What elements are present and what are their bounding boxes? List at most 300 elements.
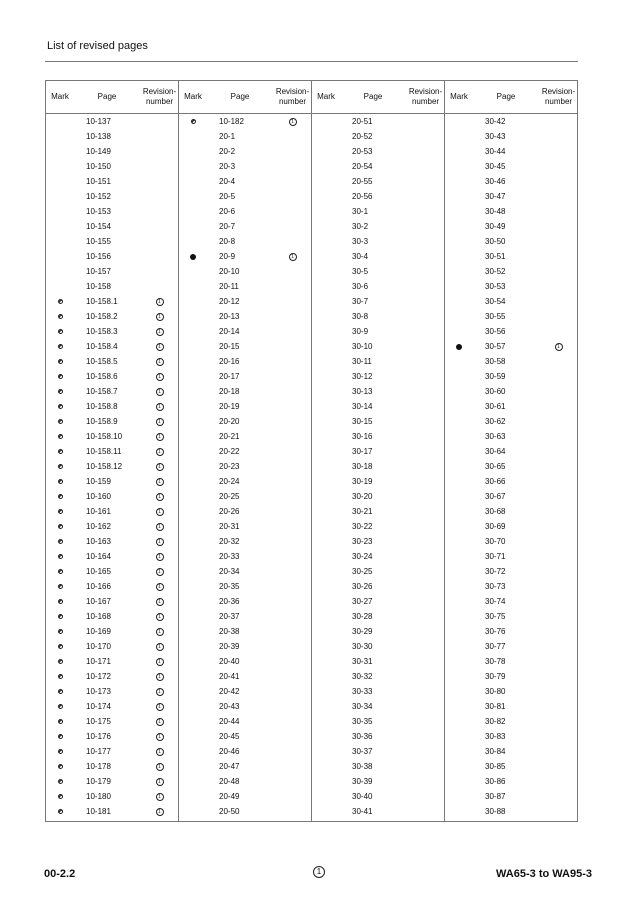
mark-cell: [179, 699, 207, 714]
revision-number-badge: 1: [555, 343, 563, 351]
mark-cell: [46, 534, 74, 549]
page-cell: 10-150: [86, 162, 111, 171]
page-cell: 20-11: [219, 282, 239, 291]
table-row: [179, 339, 312, 354]
revision-cell: [273, 774, 312, 789]
revision-cell: [273, 624, 312, 639]
revision-cell: [273, 594, 312, 609]
page-cell: 20-37: [219, 612, 240, 621]
page-cell: 30-49: [485, 222, 506, 231]
table-row: [179, 459, 312, 474]
open-circle-mark-icon: [58, 704, 63, 709]
revision-cell: [406, 459, 445, 474]
mark-cell: [312, 669, 340, 684]
table-row: [312, 219, 445, 234]
mark-cell: [179, 789, 207, 804]
revision-number-badge: 1: [156, 478, 164, 486]
revision-cell: [539, 549, 578, 564]
table-row: [312, 144, 445, 159]
revision-number-badge: 1: [156, 313, 164, 321]
open-circle-mark-icon: [58, 719, 63, 724]
mark-cell: [312, 384, 340, 399]
mark-cell: [445, 564, 473, 579]
mark-cell: [179, 714, 207, 729]
page-cell: 10-158.6: [86, 372, 118, 381]
mark-cell: [46, 489, 74, 504]
table-row: [179, 759, 312, 774]
table-row: [312, 699, 445, 714]
revision-cell: [273, 339, 312, 354]
table-row: [46, 654, 179, 669]
table-row: [179, 429, 312, 444]
page-cell: 30-76: [485, 627, 506, 636]
table-row: [312, 534, 445, 549]
mark-cell: [179, 159, 207, 174]
mark-cell: [312, 519, 340, 534]
table-row: [445, 609, 578, 624]
page-cell: 30-3: [352, 237, 369, 246]
revision-cell: [539, 249, 578, 264]
mark-cell: [46, 234, 74, 249]
table-row: [179, 114, 312, 129]
revision-cell: [406, 504, 445, 519]
mark-cell: [445, 429, 473, 444]
page-cell: 30-66: [485, 477, 506, 486]
page-cell: 30-74: [485, 597, 506, 606]
revision-cell: [140, 249, 179, 264]
table-row: [179, 399, 312, 414]
revision-cell: [140, 204, 179, 219]
revision-cell: [140, 744, 179, 759]
revision-cell: [539, 264, 578, 279]
revision-cell: [140, 159, 179, 174]
mark-cell: [179, 489, 207, 504]
table-row: [179, 414, 312, 429]
page-cell: 30-30: [352, 642, 373, 651]
revision-cell: [539, 144, 578, 159]
page-cell: 10-182: [219, 117, 244, 126]
mark-cell: [445, 354, 473, 369]
revision-cell: [406, 189, 445, 204]
revision-cell: [273, 159, 312, 174]
mark-cell: [46, 564, 74, 579]
revision-number-badge: 1: [156, 673, 164, 681]
page-cell: 10-170: [86, 642, 111, 651]
page-cell: 10-168: [86, 612, 111, 621]
revision-cell: [539, 429, 578, 444]
mark-cell: [46, 609, 74, 624]
mark-cell: [445, 474, 473, 489]
table-row: [46, 519, 179, 534]
mark-cell: [445, 684, 473, 699]
page-cell: 30-9: [352, 327, 369, 336]
table-row: [445, 324, 578, 339]
table-row: [46, 564, 179, 579]
open-circle-mark-icon: [58, 359, 63, 364]
revision-cell: [140, 564, 179, 579]
table-row: [312, 129, 445, 144]
mark-cell: [46, 519, 74, 534]
mark-cell: [179, 324, 207, 339]
table-row: [179, 669, 312, 684]
revision-cell: [539, 444, 578, 459]
revision-cell: [406, 654, 445, 669]
open-circle-mark-icon: [58, 659, 63, 664]
revision-number-badge: 1: [156, 793, 164, 801]
page-cell: 20-3: [219, 162, 236, 171]
mark-cell: [46, 744, 74, 759]
table-row: [312, 504, 445, 519]
page-cell: 20-5: [219, 192, 236, 201]
column-group-divider: [444, 81, 445, 821]
revision-cell: [140, 234, 179, 249]
mark-cell: [312, 774, 340, 789]
page-cell: 10-152: [86, 192, 111, 201]
revision-cell: [273, 669, 312, 684]
mark-cell: [179, 384, 207, 399]
mark-cell: [46, 669, 74, 684]
table-row: [46, 684, 179, 699]
revision-number-badge: 1: [156, 403, 164, 411]
table-row: [445, 369, 578, 384]
revision-cell: [273, 429, 312, 444]
page-cell: 30-13: [352, 387, 373, 396]
revision-cell: [140, 804, 179, 819]
mark-cell: [179, 414, 207, 429]
table-row: [312, 654, 445, 669]
revision-cell: [140, 519, 179, 534]
page-cell: 30-78: [485, 657, 506, 666]
page-cell: 30-25: [352, 567, 373, 576]
table-row: [179, 444, 312, 459]
table-row: [312, 759, 445, 774]
mark-cell: [46, 504, 74, 519]
table-row: [46, 249, 179, 264]
table-row: [46, 669, 179, 684]
page-cell: 30-24: [352, 552, 373, 561]
table-row: [445, 234, 578, 249]
revision-cell: [539, 729, 578, 744]
revision-cell: [140, 279, 179, 294]
mark-cell: [312, 114, 340, 129]
table-row: [179, 489, 312, 504]
mark-cell: [46, 369, 74, 384]
mark-cell: [46, 579, 74, 594]
column-header-page: Page: [230, 92, 250, 101]
open-circle-mark-icon: [58, 794, 63, 799]
revision-cell: [406, 579, 445, 594]
page-cell: 10-167: [86, 597, 111, 606]
revision-cell: [140, 414, 179, 429]
page-cell: 30-80: [485, 687, 506, 696]
revision-cell: [273, 549, 312, 564]
mark-cell: [445, 129, 473, 144]
revision-cell: [140, 789, 179, 804]
page-cell: 30-2: [352, 222, 369, 231]
revision-cell: [406, 804, 445, 819]
mark-cell: [179, 669, 207, 684]
table-row: [445, 384, 578, 399]
revision-cell: [140, 174, 179, 189]
page-cell: 30-68: [485, 507, 506, 516]
open-circle-mark-icon: [58, 539, 63, 544]
page-cell: 20-52: [352, 132, 373, 141]
mark-cell: [445, 549, 473, 564]
page-cell: 20-9: [219, 252, 236, 261]
mark-cell: [445, 654, 473, 669]
table-row: [46, 459, 179, 474]
page-cell: 10-155: [86, 237, 111, 246]
page-cell: 10-158.7: [86, 387, 118, 396]
page-cell: 20-15: [219, 342, 240, 351]
table-row: [445, 519, 578, 534]
open-circle-mark-icon: [58, 494, 63, 499]
mark-cell: [445, 714, 473, 729]
revision-cell: [273, 444, 312, 459]
page-cell: 10-158.12: [86, 462, 123, 471]
table-row: [46, 234, 179, 249]
table-row: [179, 789, 312, 804]
table-row: [179, 699, 312, 714]
mark-cell: [312, 744, 340, 759]
page-cell: 30-46: [485, 177, 506, 186]
revision-cell: [406, 324, 445, 339]
revision-cell: [406, 174, 445, 189]
mark-cell: [46, 159, 74, 174]
revision-number-badge: 1: [156, 688, 164, 696]
page-cell: 30-22: [352, 522, 373, 531]
table-row: [312, 579, 445, 594]
table-row: [312, 549, 445, 564]
table-row: [179, 549, 312, 564]
table-row: [46, 744, 179, 759]
page-cell: 10-158.9: [86, 417, 118, 426]
revision-cell: [273, 579, 312, 594]
mark-cell: [46, 714, 74, 729]
mark-cell: [179, 804, 207, 819]
table-row: [46, 534, 179, 549]
page-cell: 20-25: [219, 492, 240, 501]
revision-cell: [539, 399, 578, 414]
page-cell: 30-60: [485, 387, 506, 396]
page-cell: 30-28: [352, 612, 373, 621]
revision-cell: [140, 219, 179, 234]
page-cell: 20-33: [219, 552, 240, 561]
page-cell: 20-53: [352, 147, 373, 156]
table-row: [312, 249, 445, 264]
table-row: [445, 159, 578, 174]
page-cell: 30-48: [485, 207, 506, 216]
revision-cell: [140, 699, 179, 714]
page-cell: 20-22: [219, 447, 240, 456]
mark-cell: [46, 474, 74, 489]
mark-cell: [312, 204, 340, 219]
open-circle-mark-icon: [58, 299, 63, 304]
page-cell: 30-86: [485, 777, 506, 786]
open-circle-mark-icon: [58, 344, 63, 349]
page-cell: 30-61: [485, 402, 506, 411]
mark-cell: [445, 174, 473, 189]
table-row: [312, 624, 445, 639]
page-cell: 30-84: [485, 747, 506, 756]
mark-cell: [46, 789, 74, 804]
mark-cell: [312, 654, 340, 669]
table-row: [312, 414, 445, 429]
open-circle-mark-icon: [58, 614, 63, 619]
table-row: [445, 279, 578, 294]
revision-cell: [273, 729, 312, 744]
revision-cell: [140, 489, 179, 504]
page-cell: 10-158.8: [86, 402, 118, 411]
page-cell: 10-178: [86, 762, 111, 771]
table-row: [179, 204, 312, 219]
page-cell: 30-62: [485, 417, 506, 426]
table-row: [445, 759, 578, 774]
table-row: [445, 219, 578, 234]
table-row: [312, 729, 445, 744]
mark-cell: [312, 189, 340, 204]
revision-cell: [406, 684, 445, 699]
page-cell: 30-59: [485, 372, 506, 381]
mark-cell: [312, 309, 340, 324]
column-header-page: Page: [363, 92, 383, 101]
revision-cell: [406, 534, 445, 549]
page-cell: 10-158.11: [86, 447, 122, 456]
table-row: [312, 324, 445, 339]
table-row: [312, 234, 445, 249]
page-cell: 30-65: [485, 462, 506, 471]
page-cell: 30-7: [352, 297, 369, 306]
revision-cell: [539, 504, 578, 519]
mark-cell: [46, 549, 74, 564]
page-cell: 20-55: [352, 177, 373, 186]
page-cell: 30-51: [485, 252, 506, 261]
revision-cell: [273, 489, 312, 504]
mark-cell: [445, 594, 473, 609]
mark-cell: [312, 714, 340, 729]
table-row: [179, 129, 312, 144]
mark-cell: [179, 129, 207, 144]
revision-cell: [140, 759, 179, 774]
table-row: [179, 249, 312, 264]
revision-cell: [140, 324, 179, 339]
page-cell: 30-70: [485, 537, 506, 546]
revision-cell: [539, 519, 578, 534]
page-cell: 30-64: [485, 447, 506, 456]
table-row: [179, 189, 312, 204]
page-cell: 30-57: [485, 342, 506, 351]
table-row: [312, 384, 445, 399]
page-cell: 20-17: [219, 372, 240, 381]
mark-cell: [179, 264, 207, 279]
open-circle-mark-icon: [58, 779, 63, 784]
revision-cell: [539, 354, 578, 369]
page-cell: 10-166: [86, 582, 111, 591]
mark-cell: [312, 144, 340, 159]
open-circle-mark-icon: [58, 464, 63, 469]
mark-cell: [445, 339, 473, 354]
table-row: [46, 414, 179, 429]
table-row: [312, 354, 445, 369]
revision-cell: [406, 279, 445, 294]
filled-circle-mark-icon: [190, 254, 196, 260]
table-row: [46, 264, 179, 279]
table-row: [312, 399, 445, 414]
page-cell: 20-40: [219, 657, 240, 666]
revision-cell: [273, 654, 312, 669]
revision-cell: [539, 114, 578, 129]
page-cell: 30-53: [485, 282, 506, 291]
revision-cell: [273, 249, 312, 264]
mark-cell: [445, 624, 473, 639]
table-row: [179, 384, 312, 399]
page-cell: 30-52: [485, 267, 506, 276]
mark-cell: [312, 624, 340, 639]
table-row: [312, 159, 445, 174]
page-cell: 30-33: [352, 687, 373, 696]
mark-cell: [445, 639, 473, 654]
revision-cell: [539, 624, 578, 639]
open-circle-mark-icon: [58, 734, 63, 739]
revision-cell: [140, 189, 179, 204]
revision-cell: [273, 564, 312, 579]
table-row: [312, 429, 445, 444]
page-cell: 30-1: [352, 207, 369, 216]
table-row: [179, 294, 312, 309]
page-cell: 10-137: [86, 117, 111, 126]
revision-cell: [539, 294, 578, 309]
mark-cell: [312, 174, 340, 189]
column-header-revision: Revision- number: [541, 87, 576, 106]
mark-cell: [46, 444, 74, 459]
table-row: [46, 504, 179, 519]
page-cell: 30-19: [352, 477, 373, 486]
mark-cell: [312, 444, 340, 459]
table-row: [46, 549, 179, 564]
revision-cell: [539, 609, 578, 624]
revision-number-badge: 1: [156, 538, 164, 546]
mark-cell: [312, 159, 340, 174]
mark-cell: [46, 594, 74, 609]
table-row: [312, 204, 445, 219]
table-row: [46, 174, 179, 189]
table-row: [46, 804, 179, 819]
mark-cell: [445, 279, 473, 294]
revision-number-badge: 1: [156, 808, 164, 816]
table-row: [445, 174, 578, 189]
table-row: [46, 399, 179, 414]
mark-cell: [445, 204, 473, 219]
table-row: [179, 714, 312, 729]
table-row: [312, 309, 445, 324]
mark-cell: [46, 309, 74, 324]
table-row: [179, 609, 312, 624]
page-cell: 30-37: [352, 747, 373, 756]
revision-cell: [406, 264, 445, 279]
revision-cell: [140, 549, 179, 564]
mark-cell: [445, 234, 473, 249]
revision-cell: [273, 504, 312, 519]
mark-cell: [46, 219, 74, 234]
page-cell: 10-156: [86, 252, 111, 261]
page-cell: 30-43: [485, 132, 506, 141]
revision-cell: [140, 264, 179, 279]
revision-number-badge: 1: [156, 358, 164, 366]
table-row: [312, 264, 445, 279]
mark-cell: [445, 669, 473, 684]
revision-cell: [140, 654, 179, 669]
table-row: [46, 774, 179, 789]
